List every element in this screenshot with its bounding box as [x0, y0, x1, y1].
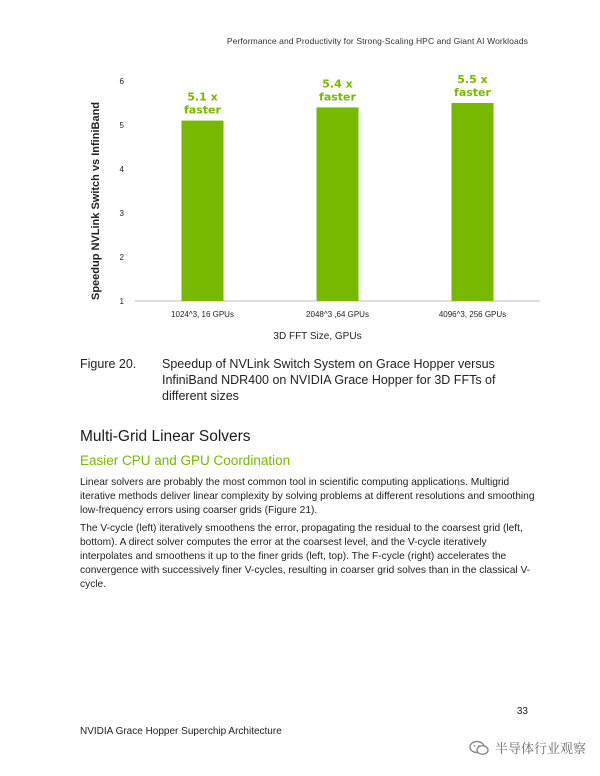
figure-caption-text: Speedup of NVLink Switch System on Grace Hopper versus InfiniBand NDR400 on NVIDIA Grace Hopper for 3D FFTs of different sizes	[162, 357, 496, 403]
y-tick-label: 3	[119, 209, 124, 218]
y-tick-label: 1	[119, 297, 124, 306]
y-tick-label: 2	[119, 253, 124, 262]
running-header: Performance and Productivity for Strong-Scaling HPC and Giant AI Workloads	[226, 36, 528, 46]
watermark-text: 半导体行业观察	[494, 742, 586, 757]
bar	[452, 103, 494, 301]
bar-value-label: 5.5 x	[457, 73, 488, 86]
wechat-icon	[469, 740, 489, 756]
body-paragraph: The V-cycle (left) iteratively smoothens the error, propagating the residual to the coarsest grid (left, bottom). A direct solver computes the error at the coarsest level, and the V-cycle iteratively interpolates and smoothens it up to the finer grids (left, top). The F-cycle (right) accelerates the convergence with successively finer V-cycles, resulting in coarser grid solves than in the classical V-cycle.	[80, 523, 531, 590]
y-tick-label: 4	[119, 165, 124, 174]
x-axis-title: 3D FFT Size, GPUs	[273, 331, 362, 342]
bar-value-label: faster	[454, 86, 491, 99]
y-axis-title: Speedup NVLink Switch vs InfiniBand	[90, 101, 102, 301]
bar-value-label: faster	[184, 103, 221, 117]
x-tick-label: 1024^3, 16 GPUs	[171, 310, 234, 319]
footer-doc-title: NVIDIA Grace Hopper Superchip Architecture	[80, 726, 282, 737]
section-title: Multi-Grid Linear Solvers	[80, 428, 251, 445]
bar	[317, 107, 359, 301]
bar-value-label: 5.4 x	[322, 77, 353, 91]
x-tick-label: 4096^3, 256 GPUs	[438, 310, 507, 319]
page-number: 33	[516, 706, 528, 717]
subsection-title: Easier CPU and GPU Coordination	[80, 453, 291, 468]
bar-value-label: faster	[319, 90, 356, 104]
x-tick-label: 2048^3 ,64 GPUs	[306, 310, 369, 319]
chart-svg	[80, 66, 540, 346]
figure-number: Figure 20.	[80, 357, 137, 371]
y-tick-label: 6	[119, 77, 124, 86]
bar	[182, 121, 224, 301]
speedup-bar-chart	[80, 66, 540, 346]
body-paragraph: Linear solvers are probably the most common tool in scientific computing applications. Multigrid iterative methods deliver linear complexity by solving problems at different resolutions and smoothing low-frequency errors using coarser grids (Figure 21).	[80, 477, 535, 516]
y-tick-label: 5	[119, 121, 124, 130]
watermark	[469, 738, 586, 757]
bar-value-label: 5.1 x	[187, 90, 218, 104]
